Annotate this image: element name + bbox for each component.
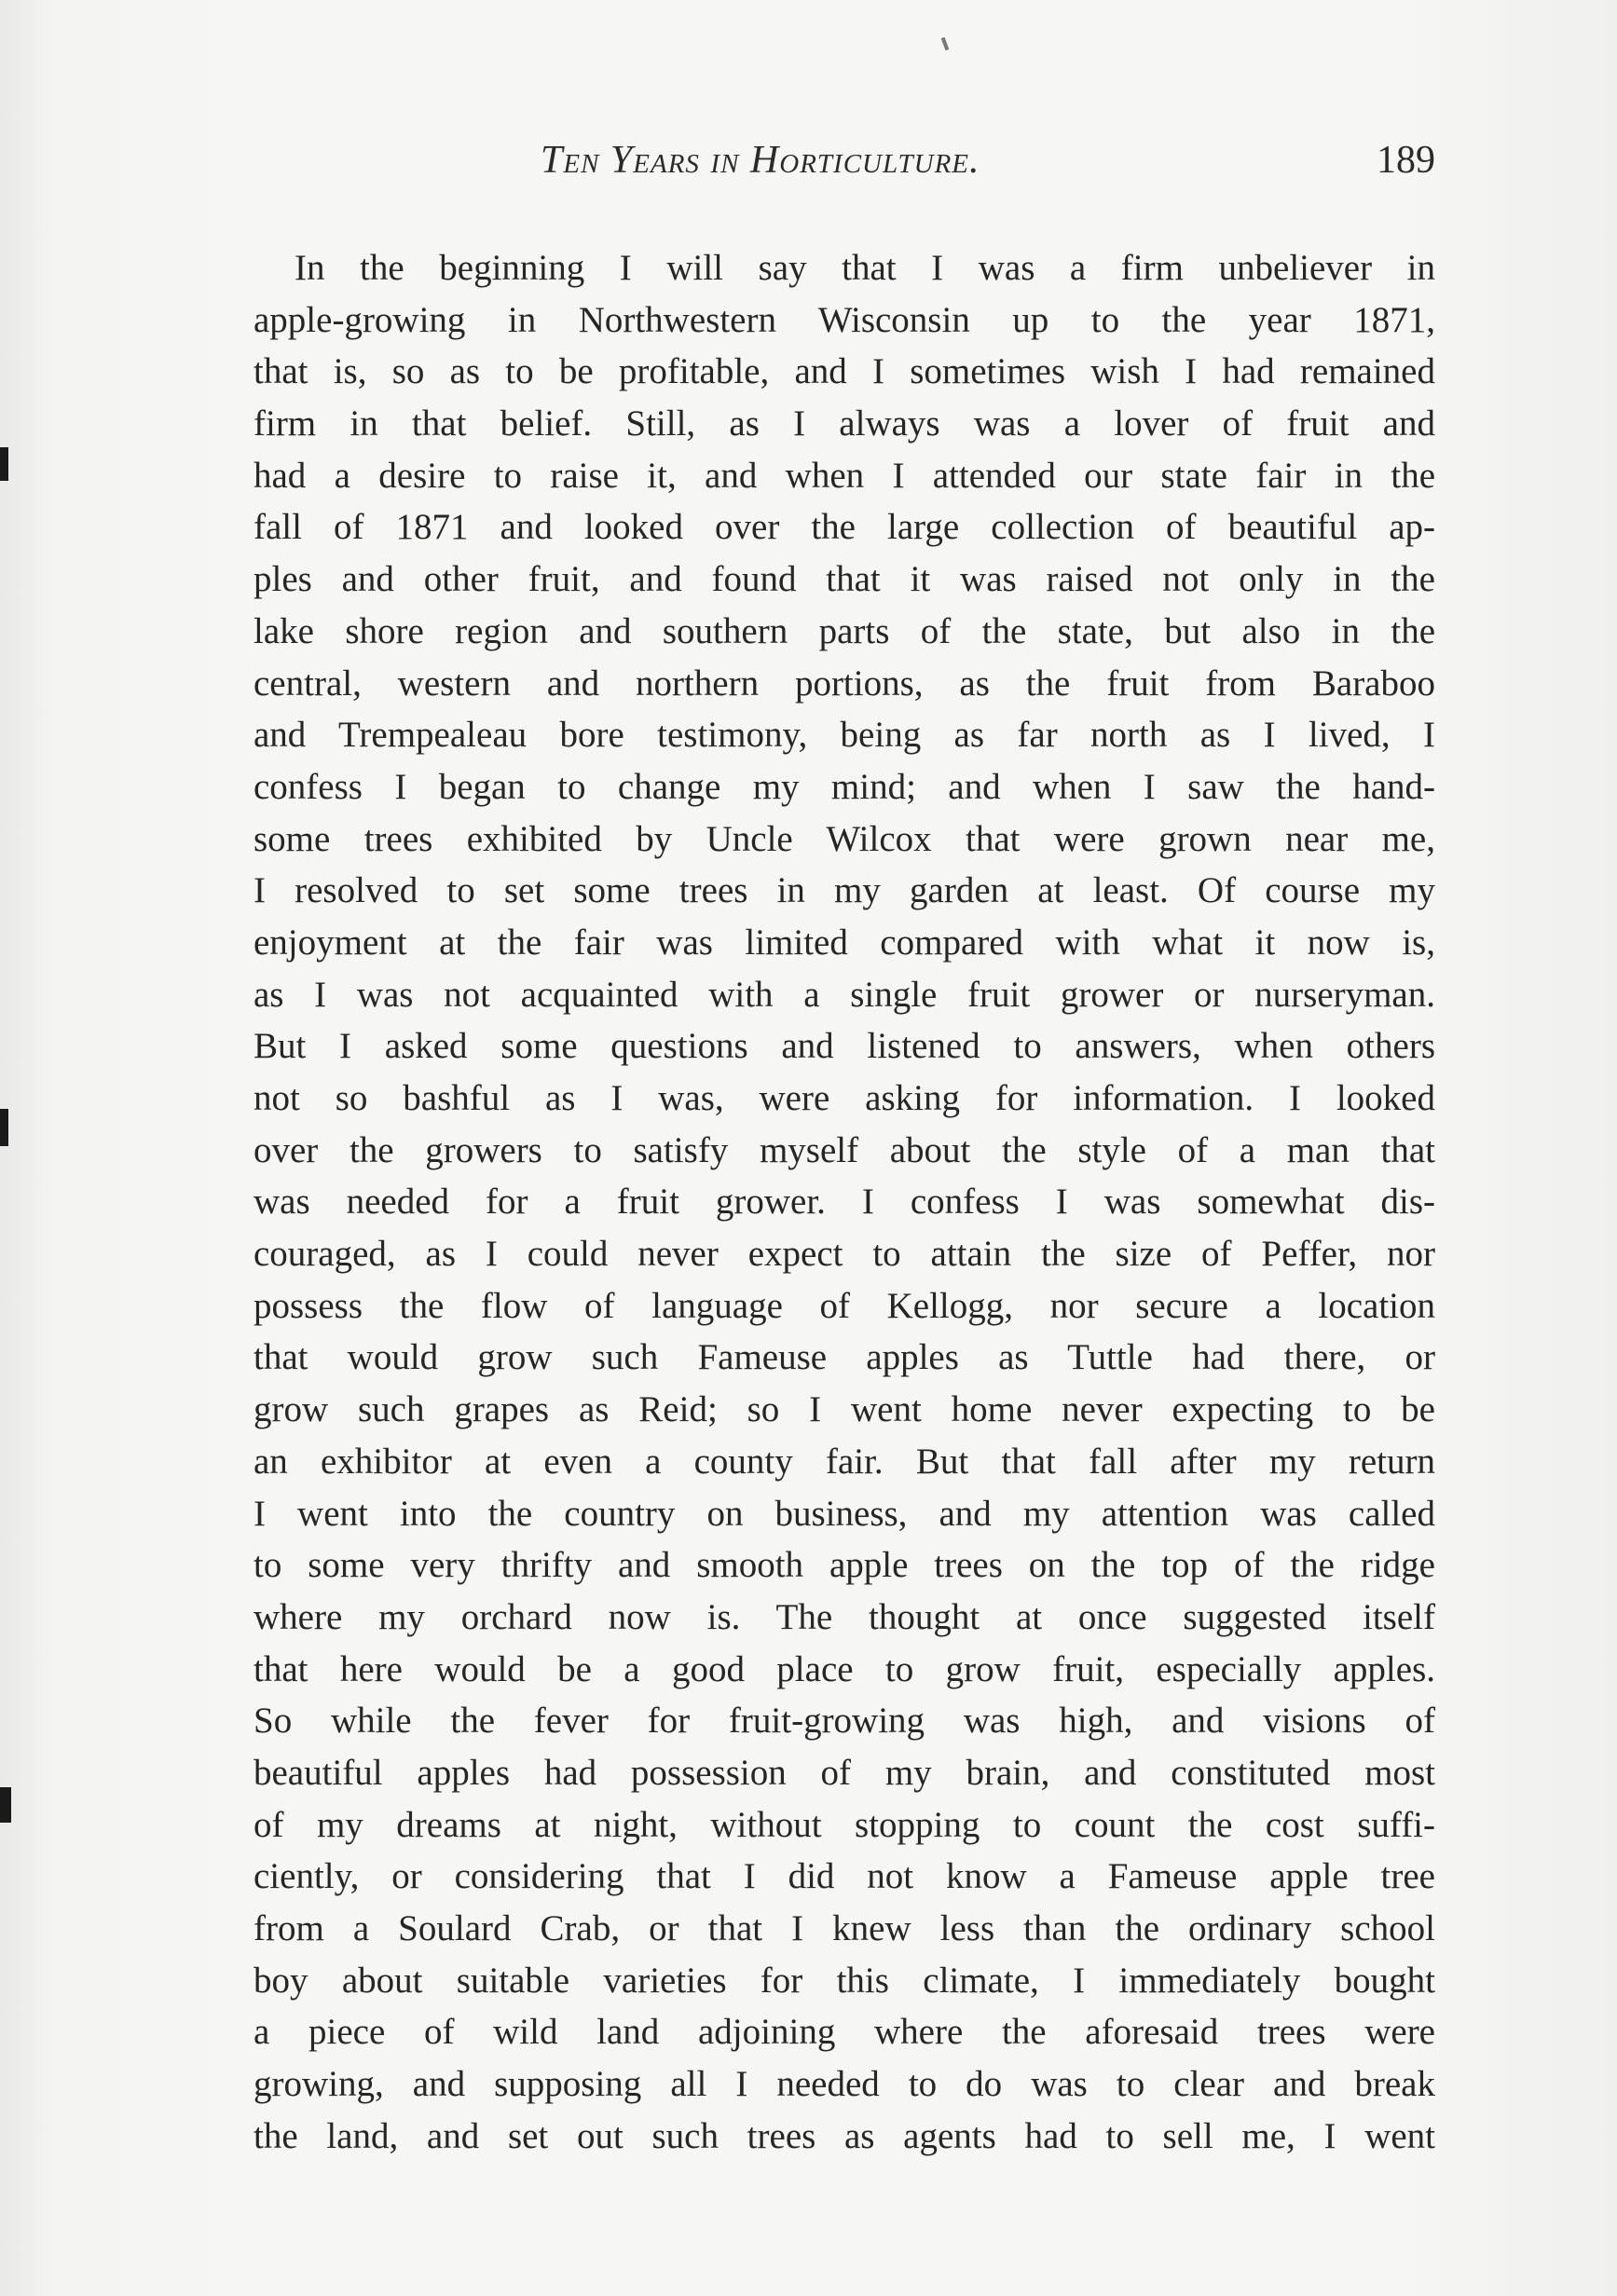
text-line: But I asked some questions and listened to answers, when others (254, 1026, 1435, 1067)
text-line: possess the flow of language of Kellogg, nor secure a location (254, 1285, 1435, 1326)
binding-edge-mark (0, 447, 8, 481)
text-line: firm in that belief. Still, as I always was a lover of fruit and (254, 403, 1435, 444)
text-line: beautiful apples had possession of my brain, and constituted most (254, 1752, 1435, 1793)
text-line: grow such grapes as Reid; so I went home never expecting to be (254, 1389, 1435, 1430)
text-line: fall of 1871 and looked over the large collection of beautiful ap- (254, 507, 1435, 548)
text-line: ples and other fruit, and found that it was raised not only in the (254, 559, 1435, 600)
text-line: I went into the country on business, and my attention was called (254, 1493, 1435, 1534)
text-line: of my dreams at night, without stopping to count the cost suffi- (254, 1804, 1435, 1845)
text-line: as I was not acquainted with a single fruit grower or nurseryman. (254, 974, 1435, 1015)
text-line: lake shore region and southern parts of the state, but also in the (254, 610, 1435, 651)
text-line: that here would be a good place to grow fruit, especially apples. (254, 1648, 1435, 1689)
text-line: not so bashful as I was, were asking for information. I looked (254, 1078, 1435, 1118)
text-line: confess I began to change my mind; and when I saw the hand- (254, 766, 1435, 807)
text-line: that would grow such Fameuse apples as Tuttle had there, or (254, 1337, 1435, 1378)
text-line: over the growers to satisfy myself about the style of a man that (254, 1129, 1435, 1170)
text-line: had a desire to raise it, and when I attended our state fair in the (254, 455, 1435, 496)
text-line: couraged, as I could never expect to attain the size of Peffer, nor (254, 1234, 1435, 1275)
text-line: where my orchard now is. The thought at once suggested itself (254, 1596, 1435, 1637)
text-line: to some very thrifty and smooth apple trees on the top of the ridge (254, 1545, 1435, 1586)
scan-speck (941, 37, 950, 51)
text-line: some trees exhibited by Uncle Wilcox that were grown near me, (254, 818, 1435, 859)
running-title: Ten Years in Horticulture. (541, 139, 980, 182)
page-number: 189 (1377, 139, 1435, 182)
running-head (541, 138, 1435, 194)
text-line: and Trempealeau bore testimony, being as far north as I lived, I (254, 715, 1435, 756)
text-line: ciently, or considering that I did not know a Fameuse apple tree (254, 1856, 1435, 1897)
binding-edge-mark (0, 1787, 11, 1823)
text-line: In the beginning I will say that I was a firm unbeliever in (295, 248, 1435, 288)
body-paragraph (254, 242, 1435, 2162)
text-line: enjoyment at the fair was limited compared with what it now is, (254, 922, 1435, 963)
text-line: growing, and supposing all I needed to do was to clear and break (254, 2064, 1435, 2105)
text-line: So while the fever for fruit-growing was high, and visions of (254, 1701, 1435, 1742)
text-line: apple-growing in Northwestern Wisconsin up to the year 1871, (254, 299, 1435, 340)
text-line: the land, and set out such trees as agents had to sell me, I went (254, 2115, 1435, 2156)
text-line: central, western and northern portions, as the fruit from Baraboo (254, 663, 1435, 704)
text-line: from a Soulard Crab, or that I knew less than the ordinary school (254, 1908, 1435, 1948)
text-line: I resolved to set some trees in my garden at least. Of course my (254, 870, 1435, 911)
text-line: an exhibitor at even a county fair. But that fall after my return (254, 1441, 1435, 1482)
text-line: was needed for a fruit grower. I confess I was somewhat dis- (254, 1182, 1435, 1223)
text-line: a piece of wild land adjoining where the aforesaid trees were (254, 2012, 1435, 2053)
binding-edge-mark (0, 1109, 8, 1146)
text-line: that is, so as to be profitable, and I sometimes wish I had remained (254, 351, 1435, 392)
text-line: boy about suitable varieties for this climate, I immediately bought (254, 1960, 1435, 2001)
